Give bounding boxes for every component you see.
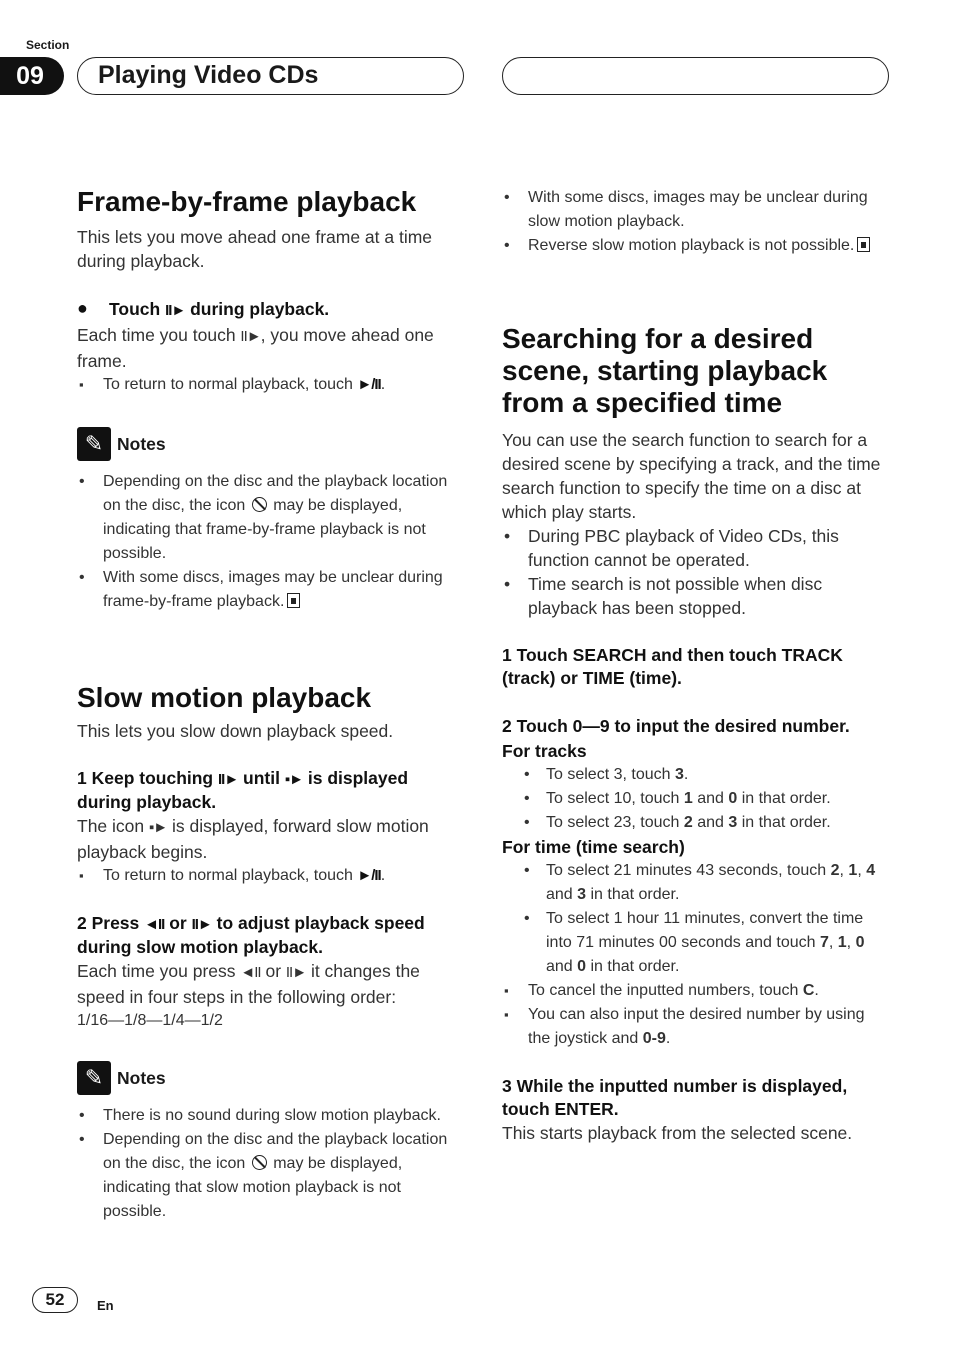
left-column <box>77 186 465 1224</box>
search-step-2: 2 Touch 0—9 to input the desired number. <box>502 716 850 736</box>
step-reverse-icon: ◄II <box>144 916 165 933</box>
slow-forward-icon: ▪► <box>284 771 303 788</box>
slow-step-2-body: Each time you press ◄II or II► it changes the speed in four steps in the following order: <box>77 961 420 1007</box>
slow-heading: Slow motion playback <box>77 682 372 713</box>
step-forward-icon: II► <box>217 771 239 788</box>
pencil-icon: ✎ <box>77 1061 111 1095</box>
search-bullet-2: • Time search is not possible when disc playback has been stopped. <box>502 572 890 620</box>
step-forward-icon: II► <box>191 916 212 933</box>
frame-note-2: • With some discs, images may be unclear during frame-by-frame playback. <box>77 566 465 614</box>
cancel-note: ▪ To cancel the inputted numbers, touch C. <box>502 979 890 1003</box>
end-mark-icon <box>857 237 870 252</box>
slow-forward-icon: ▪► <box>148 819 168 836</box>
slow-note-3: • With some discs, images may be unclear during slow motion playback. <box>502 186 890 234</box>
page-language: En <box>97 1298 114 1313</box>
frame-notes-heading: ✎ Notes <box>77 427 465 461</box>
end-mark-icon <box>287 593 300 608</box>
slow-return-note: ▪ To return to normal playback, touch ►/II. <box>77 864 465 888</box>
time-example-2: • To select 1 hour 11 minutes, convert the time into 71 minutes 00 seconds and touch 7, 1, 0 and 0 in that order. <box>502 907 890 979</box>
search-bullet-1: • During PBC playback of Video CDs, this function cannot be operated. <box>502 524 890 572</box>
joystick-note: ▪ You can also input the desired number by using the joystick and 0-9. <box>502 1003 890 1051</box>
step-forward-icon: II► <box>165 302 186 319</box>
page-title: Playing Video CDs <box>77 57 464 95</box>
prohibited-icon <box>252 1155 267 1170</box>
frame-intro: This lets you move ahead one frame at a time during playback. <box>77 227 433 271</box>
slow-step-2: 2 Press ◄II or II► to adjust playback speed during slow motion playback. <box>77 913 425 957</box>
search-step-3: 3 While the inputted number is displayed, touch ENTER. <box>502 1076 848 1119</box>
search-step-3-body: This starts playback from the selected scene. <box>502 1123 853 1143</box>
track-example-2: • To select 10, touch 1 and 0 in that order. <box>502 787 890 811</box>
track-example-1: • To select 3, touch 3. <box>502 763 890 787</box>
section-number-badge: 09 <box>0 57 64 95</box>
slow-note-1: • There is no sound during slow motion playback. <box>77 1104 465 1128</box>
frame-note-1: • Depending on the disc and the playback location on the disc, the icon may be displayed, indicating that frame-by-frame playback is not possible. <box>77 470 465 566</box>
step-bullet-icon: ● <box>77 298 88 318</box>
frame-return-note: ▪ To return to normal playback, touch ►/II. <box>77 373 465 397</box>
slow-notes-heading: ✎ Notes <box>77 1061 465 1095</box>
slow-intro: This lets you slow down playback speed. <box>77 721 394 741</box>
slow-note-2: • Depending on the disc and the playback location on the disc, the icon may be displayed, indicating that slow motion playback is not possible. <box>77 1128 465 1224</box>
frame-heading: Frame-by-frame playback <box>77 186 417 217</box>
slow-step-1: 1 Keep touching II► until ▪► is displayed during playback. <box>77 768 409 812</box>
search-heading: Searching for a desired scene, starting playback from a specified time <box>502 323 828 418</box>
play-pause-icon: ►/II <box>357 867 381 884</box>
play-pause-icon: ►/II <box>357 376 381 393</box>
search-step-1: 1 Touch SEARCH and then touch TRACK (track) or TIME (time). <box>502 645 843 688</box>
frame-step: ● Touch II► during playback. <box>77 298 330 319</box>
right-column <box>502 186 890 1145</box>
header-blank-tab <box>502 57 889 95</box>
track-example-3: • To select 23, touch 2 and 3 in that order. <box>502 811 890 835</box>
search-intro: You can use the search function to search for a desired scene by specifying a track, and the time search function to specify the time on a disc at which play starts. <box>502 430 881 522</box>
pencil-icon: ✎ <box>77 427 111 461</box>
for-tracks-label: For tracks <box>502 741 587 761</box>
section-label: Section <box>26 38 70 52</box>
page-number: 52 <box>32 1287 78 1313</box>
for-time-label: For time (time search) <box>502 837 685 857</box>
prohibited-icon <box>252 497 267 512</box>
slow-step-1-body: The icon ▪► is displayed, forward slow motion playback begins. <box>77 816 429 862</box>
slow-speed-order: 1/16—1/8—1/4—1/2 <box>77 1012 223 1029</box>
step-forward-icon: II► <box>285 964 307 981</box>
frame-step-body: Each time you touch II►, you move ahead one frame. <box>77 325 434 371</box>
step-forward-icon: II► <box>240 328 261 345</box>
time-example-1: • To select 21 minutes 43 seconds, touch 2, 1, 4 and 3 in that order. <box>502 859 890 907</box>
slow-note-4: • Reverse slow motion playback is not possible. <box>502 234 890 258</box>
step-reverse-icon: ◄II <box>240 964 261 981</box>
